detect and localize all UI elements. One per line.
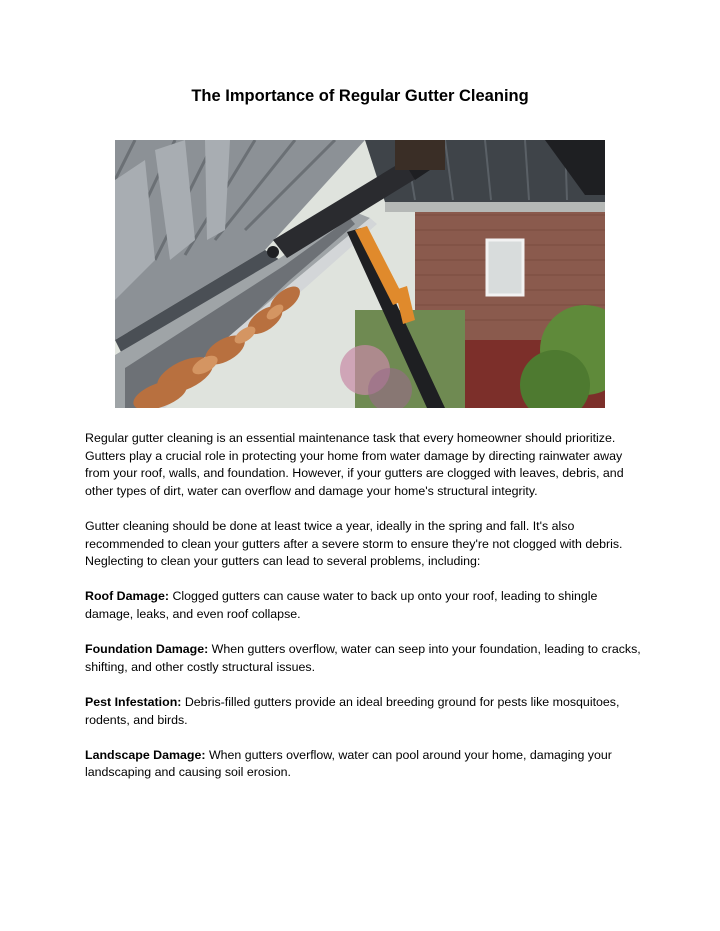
problem-pest-infestation bbox=[85, 694, 645, 729]
problem-text: Debris-filled gutters provide an ideal breeding ground for pests like mosquitoes, rodents, and birds. bbox=[85, 694, 620, 727]
problem-text: Clogged gutters can cause water to back up onto your roof, leading to shingle damage, leaks, and even roof collapse. bbox=[85, 589, 598, 621]
problem-label: Pest Infestation: bbox=[85, 694, 182, 709]
problem-label: Roof Damage: bbox=[85, 589, 169, 604]
problem-landscape-damage bbox=[85, 747, 645, 782]
problem-text: When gutters overflow, water can pool around your home, damaging your landscaping and causing soil erosion. bbox=[85, 747, 612, 780]
problem-label: Landscape Damage: bbox=[85, 747, 206, 762]
gutter-cleaning-photo bbox=[115, 140, 605, 408]
problem-label: Foundation Damage: bbox=[85, 642, 209, 657]
problem-roof-damage bbox=[85, 588, 645, 623]
frequency-paragraph: Gutter cleaning should be done at least twice a year, ideally in the spring and fall. It's also recommended to clean your gutters after a severe storm to ensure they're not clogged with debris. Neglecting to clean your gutters can lead to several problems, including: bbox=[85, 518, 623, 569]
problem-text: When gutters overflow, water can seep into your foundation, leading to cracks, shifting, and other costly structural issues. bbox=[85, 642, 641, 674]
article-body bbox=[85, 430, 645, 799]
intro-paragraph: Regular gutter cleaning is an essential maintenance task that every homeowner should prioritize. Gutters play a crucial role in protecting your home from water damage by directing rainwater away from your roof, walls, and foundation. However, if your gutters are clogged with leaves, debris, and other types of dirt, water can overflow and damage your home's structural integrity. bbox=[85, 431, 624, 498]
page-title: The Importance of Regular Gutter Cleaning bbox=[191, 87, 529, 105]
problem-foundation-damage bbox=[85, 641, 645, 676]
